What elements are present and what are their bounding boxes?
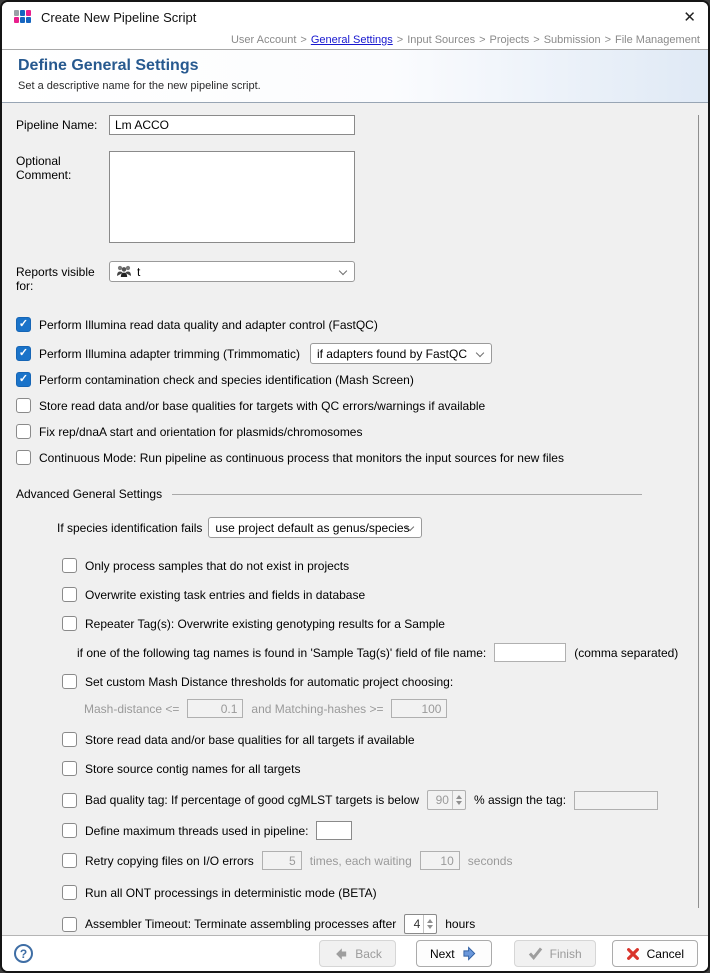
back-button[interactable] [319, 940, 396, 967]
only-process-label: Only process samples that do not exist in projects [85, 558, 350, 573]
checkbox-only-process-new[interactable] [62, 558, 77, 573]
mash-distance-input[interactable] [187, 699, 243, 718]
ont-deterministic-label: Run all ONT processings in deterministic mode (BETA) [85, 885, 377, 900]
species-fail-dropdown[interactable] [208, 517, 422, 538]
stepper-arrows-icon[interactable] [452, 791, 465, 809]
next-arrow-icon [462, 946, 478, 961]
matching-hashes-input[interactable] [391, 699, 447, 718]
checkbox-ont-deterministic[interactable] [62, 885, 77, 900]
optional-comment-label: Optional Comment: [16, 154, 72, 182]
vertical-scrollbar[interactable] [698, 115, 699, 908]
window-title: Create New Pipeline Script [41, 9, 197, 25]
repeater-tags-label: Repeater Tag(s): Overwrite existing genotyping results for a Sample [85, 616, 445, 631]
check-icon: ✓ [18, 318, 29, 330]
cancel-x-icon [626, 947, 640, 961]
checkbox-assembler-timeout[interactable] [62, 917, 77, 932]
reports-visible-dropdown[interactable] [109, 261, 355, 282]
breadcrumb-submission: Submission [543, 33, 601, 46]
bad-quality-percent-value: 90 [435, 793, 449, 807]
stepper-arrows-icon[interactable] [423, 915, 436, 933]
advanced-settings-legend [16, 487, 642, 501]
form-content [2, 103, 708, 935]
pipeline-name-input[interactable] [109, 115, 355, 135]
option-store-qc-errors-label: Store read data and/or base qualities for targets with QC errors/warnings if available [39, 398, 486, 413]
assembler-hours-stepper[interactable] [404, 914, 437, 934]
finish-button-label: Finish [549, 946, 582, 961]
wizard-header [2, 50, 708, 103]
checkbox-retry-copy[interactable] [62, 853, 77, 868]
retry-wait-input[interactable] [420, 851, 460, 870]
matching-hashes-label: and Matching-hashes >= [251, 701, 384, 716]
reports-visible-label: Reports visible for: [16, 265, 95, 293]
bad-quality-percent-stepper[interactable] [427, 790, 466, 810]
checkbox-mash-screen[interactable] [16, 372, 31, 387]
option-continuous-mode-label: Continuous Mode: Run pipeline as continuous process that monitors the input sources for new files [39, 450, 564, 465]
retry-times-input[interactable] [262, 851, 302, 870]
option-fix-rep-dnaa-label: Fix rep/dnaA start and orientation for plasmids/chromosomes [39, 424, 363, 439]
checkbox-fastqc[interactable] [16, 317, 31, 332]
bad-quality-tag-input[interactable] [574, 791, 658, 810]
title-bar [2, 2, 708, 32]
repeater-sub-label: if one of the following tag names is found in 'Sample Tag(s)' field of file name: [77, 645, 487, 660]
species-fail-value: use project default as genus/species [215, 520, 410, 535]
pipeline-name-label: Pipeline Name: [16, 118, 98, 132]
bad-quality-suffix-label: % assign the tag: [473, 793, 567, 807]
page-subtitle: Set a descriptive name for the new pipeline script. [18, 80, 261, 92]
breadcrumb-general-settings: General Settings [310, 33, 393, 46]
checkbox-continuous-mode[interactable] [16, 450, 31, 465]
close-icon[interactable]: ✕ [683, 8, 696, 26]
finish-check-icon [528, 947, 543, 960]
option-trimmomatic-label: Perform Illumina adapter trimming (Trimmomatic) [39, 346, 300, 361]
store-all-targets-label: Store read data and/or base qualities for all targets if available [85, 732, 415, 747]
trimmomatic-mode-value: if adapters found by FastQC [316, 346, 468, 361]
repeater-tags-input[interactable] [494, 643, 566, 662]
max-threads-label: Define maximum threads used in pipeline: [85, 823, 309, 838]
max-threads-input[interactable] [316, 821, 352, 840]
finish-button[interactable] [514, 940, 596, 967]
cancel-button-label: Cancel [646, 946, 684, 961]
option-mash-screen-label: Perform contamination check and species identification (Mash Screen) [39, 372, 414, 387]
assembler-suffix-label: hours [445, 917, 476, 931]
check-icon: ✓ [18, 347, 29, 359]
cancel-button[interactable] [612, 940, 698, 967]
checkbox-repeater-tags[interactable] [62, 616, 77, 631]
option-fastqc-label: Perform Illumina read data quality and adapter control (FastQC) [39, 317, 378, 332]
app-icon [14, 10, 31, 25]
checkbox-overwrite-tasks[interactable] [62, 587, 77, 602]
checkbox-max-threads[interactable] [62, 823, 77, 838]
reports-visible-value: t [137, 264, 141, 279]
species-fail-label: If species identification fails [57, 520, 203, 535]
next-button[interactable] [416, 940, 492, 967]
page-title: Define General Settings [18, 57, 199, 74]
chevron-down-icon [339, 267, 347, 275]
store-contig-names-label: Store source contig names for all targets [85, 761, 301, 776]
button-bar [2, 935, 708, 971]
bad-quality-label: Bad quality tag: If percentage of good cgMLST targets is below [85, 793, 419, 807]
checkbox-store-all-targets[interactable] [62, 732, 77, 747]
trimmomatic-mode-dropdown[interactable] [310, 343, 492, 364]
checkbox-fix-rep-dnaa[interactable] [16, 424, 31, 439]
retry-suffix-label: seconds [467, 853, 513, 868]
breadcrumb-separator: > [300, 33, 307, 46]
advanced-settings-title: Advanced General Settings [16, 487, 163, 501]
optional-comment-textarea[interactable] [109, 151, 355, 243]
breadcrumb-separator: > [533, 33, 540, 46]
overwrite-tasks-label: Overwrite existing task entries and fields in database [85, 587, 366, 602]
breadcrumb-separator: > [396, 33, 404, 46]
mash-distance-label: Mash-distance <= [84, 701, 180, 716]
retry-copy-label: Retry copying files on I/O errors [85, 853, 254, 868]
mash-thresholds-label: Set custom Mash Distance thresholds for automatic project choosing: [85, 674, 454, 689]
checkbox-bad-quality-tag[interactable] [62, 793, 77, 808]
back-arrow-icon [333, 947, 348, 961]
assembler-timeout-label: Assembler Timeout: Terminate assembling processes after [85, 917, 397, 931]
breadcrumb-file-management: File Management [615, 33, 700, 46]
next-button-label: Next [429, 946, 455, 961]
repeater-suffix-label: (comma separated) [574, 645, 679, 660]
checkbox-trimmomatic[interactable] [16, 346, 31, 361]
breadcrumb-projects: Projects [489, 33, 530, 46]
legend-divider [172, 494, 642, 495]
checkbox-mash-thresholds[interactable] [62, 674, 77, 689]
group-icon [116, 265, 132, 278]
breadcrumb-input-sources: Input Sources [407, 33, 476, 46]
breadcrumb-separator: > [479, 33, 486, 46]
breadcrumb-user-account: User Account [230, 33, 297, 46]
back-button-label: Back [355, 946, 382, 961]
assembler-hours-value: 4 [413, 917, 421, 931]
checkbox-store-qc-errors[interactable] [16, 398, 31, 413]
help-icon[interactable]: ? [14, 944, 33, 963]
breadcrumb [2, 32, 708, 50]
breadcrumb-separator: > [604, 33, 611, 46]
chevron-down-icon [476, 349, 484, 357]
checkbox-store-contig-names[interactable] [62, 761, 77, 776]
check-icon: ✓ [18, 373, 29, 385]
retry-mid-label: times, each waiting [309, 853, 412, 868]
